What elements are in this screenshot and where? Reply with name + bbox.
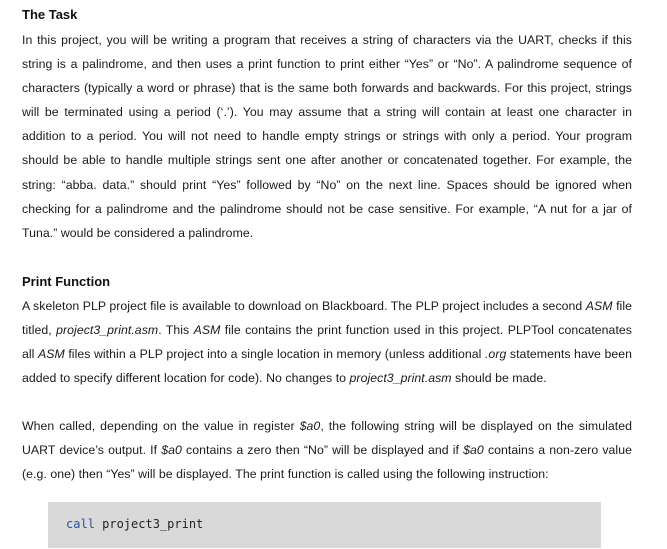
when-text-3: contains a zero then “No” will be displayed and if: [181, 443, 464, 458]
asm-term: ASM: [37, 347, 65, 362]
code-block: [48, 502, 601, 548]
register-name: $a0: [299, 419, 321, 433]
task-heading: The Task: [22, 7, 78, 22]
code-target: project3_print: [94, 517, 204, 531]
register-name: $a0: [161, 443, 182, 458]
code-line: [66, 517, 203, 531]
task-text: In this project, you will be writing a program that receives a string of characters via the UART, checks if this string is a palindrome, and then uses a print function to print either “Yes” or “No”. A palindrome sequence of characters (typically a word or phrase) that is the same both forwards and backwards. For this project, strings will be terminated using a period (‘.’). You may assume that a string will contain at least one character in addition to a period. You will not need to handle empty strings or strings with only a period. Your program should be able to handle multiple strings sent one after another or concatenated together. For example, the string: “abba. data.” should print “Yes” followed by “No” on the next line. Spaces should be ignored when checking for a palindrome and the palindrome should not be case sensitive. For example, “A nut for a jar of Tuna.” would be considered a palindrome.: [22, 33, 632, 240]
asm-term: ASM: [585, 299, 613, 313]
print-text-3: . This: [158, 323, 194, 338]
print-text-5: files within a PLP project into a single location in memory (unless additional: [64, 347, 485, 362]
when-text-2: , the following string will be displayed on the simulated UART device’s output. If: [22, 419, 632, 458]
when-called-paragraph: [22, 414, 632, 486]
asm-term: ASM: [193, 323, 221, 338]
print-text-1: A skeleton PLP project file is available to download on Blackboard. The PLP project includes a second: [22, 299, 586, 313]
filename: project3_print.asm: [56, 323, 159, 338]
when-text-1: When called, depending on the value in register: [22, 419, 300, 433]
register-name: $a0: [463, 443, 484, 458]
print-function-heading: Print Function: [22, 274, 111, 289]
print-text-6: statements have been added to specify different location for code). No changes to: [22, 347, 632, 386]
filename: project3_print.asm: [349, 371, 452, 386]
print-function-paragraph: [22, 294, 632, 390]
org-directive: .org: [484, 347, 507, 362]
print-text-7: should be made.: [451, 371, 547, 386]
print-text-2: file titled,: [22, 299, 633, 338]
task-paragraph: [22, 28, 632, 245]
print-text-4: file contains the print function used in this project. PLPTool concatenates all: [22, 323, 633, 362]
when-text-4: contains a non-zero value (e.g. one) then “Yes” will be displayed. The print function is called using the following instruction:: [22, 443, 632, 482]
code-keyword: call: [66, 517, 95, 531]
